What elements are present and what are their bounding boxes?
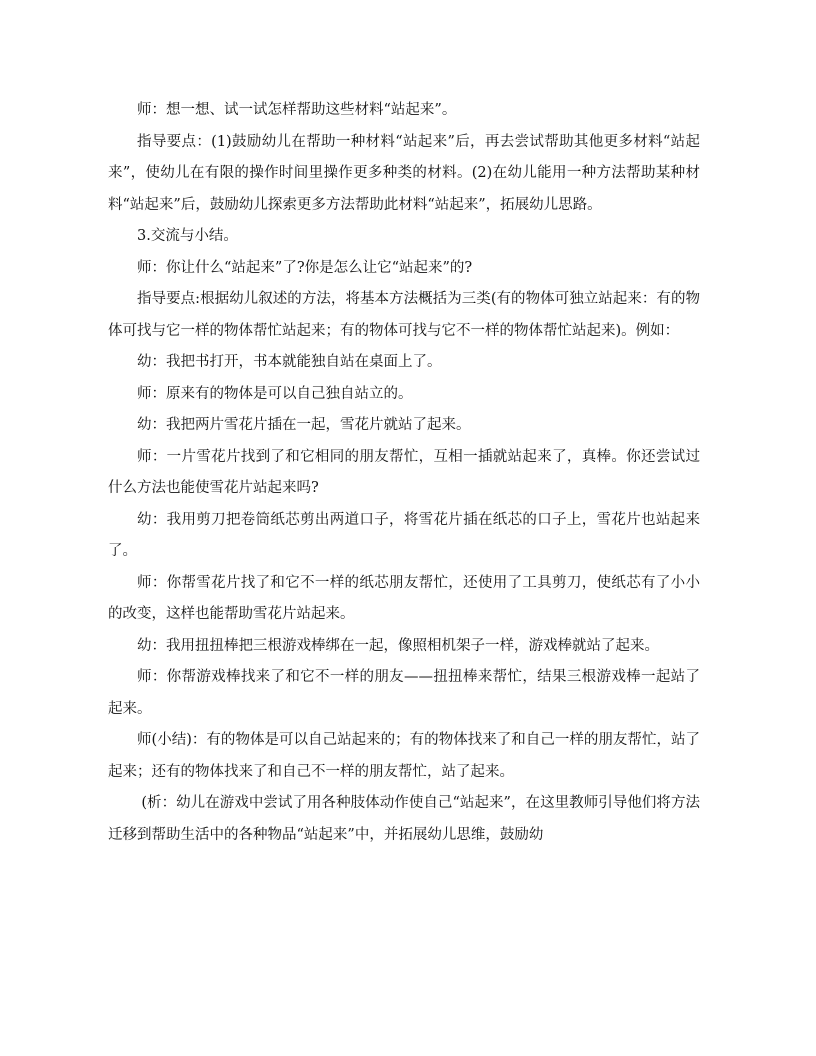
dialogue-teacher: 师：你帮游戏棒找来了和它不一样的朋友——扭扭棒来帮忙，结果三根游戏棒一起站了起来。	[108, 669, 700, 717]
guidance-paragraph: 指导要点：(1)鼓励幼儿在帮助一种材料“站起来”后，再去尝试帮助其他更多材料“站起来”，使幼儿在有限的操作时间里操作更多种类的材料。(2)在幼儿能用一种方法帮助某种材料“站起来”后，鼓励幼儿探索更多方法帮助此材料“站起来”，拓展幼儿思路。	[108, 133, 700, 213]
dialogue-teacher: 师：一片雪花片找到了和它相同的朋友帮忙，互相一插就站起来了，真棒。你还尝试过什么方法也能使雪花片站起来吗?	[108, 448, 700, 496]
dialogue-teacher: 师：原来有的物体是可以自己独自站立的。	[137, 385, 413, 402]
document-body	[108, 95, 700, 851]
dialogue-child: 幼：我把书打开，书本就能独自站在桌面上了。	[137, 354, 442, 370]
section-heading: 3.交流与小结。	[137, 228, 238, 244]
dialogue-child: 幼：我把两片雪花片插在一起，雪花片就站了起来。	[137, 417, 471, 433]
dialogue-teacher: 师：想一想、试一试怎样帮助这些材料“站起来”。	[137, 102, 457, 118]
guidance-paragraph: 指导要点:根据幼儿叙述的方法，将基本方法概括为三类(有的物体可独立站起来：有的物体可找与它一样的物体帮忙站起来；有的物体可找与它不一样的物体帮忙站起来)。例如：	[108, 291, 700, 339]
dialogue-teacher: 师：你让什么“站起来”了?你是怎么让它“站起来”的?	[137, 259, 473, 276]
dialogue-child: 幼：我用扭扭棒把三根游戏棒绑在一起，像照相机架子一样，游戏棒就站了起来。	[137, 637, 659, 654]
analysis-note: (析：幼儿在游戏中尝试了用各种肢体动作使自己“站起来”，在这里教师引导他们将方法迁移到帮助生活中的各种物品“站起来”中，并拓展幼儿思维，鼓励幼	[108, 795, 700, 843]
dialogue-teacher: 师：你帮雪花片找了和它不一样的纸芯朋友帮忙，还使用了工具剪刀，使纸芯有了小小的改变，这样也能帮助雪花片站起来。	[108, 574, 700, 622]
dialogue-child: 幼：我用剪刀把卷筒纸芯剪出两道口子，将雪花片插在纸芯的口子上，雪花片也站起来了。	[108, 511, 700, 559]
teacher-summary: 师(小结)：有的物体是可以自己站起来的；有的物体找来了和自己一样的朋友帮忙，站了起来；还有的物体找来了和自己不一样的朋友帮忙，站了起来。	[108, 732, 700, 780]
